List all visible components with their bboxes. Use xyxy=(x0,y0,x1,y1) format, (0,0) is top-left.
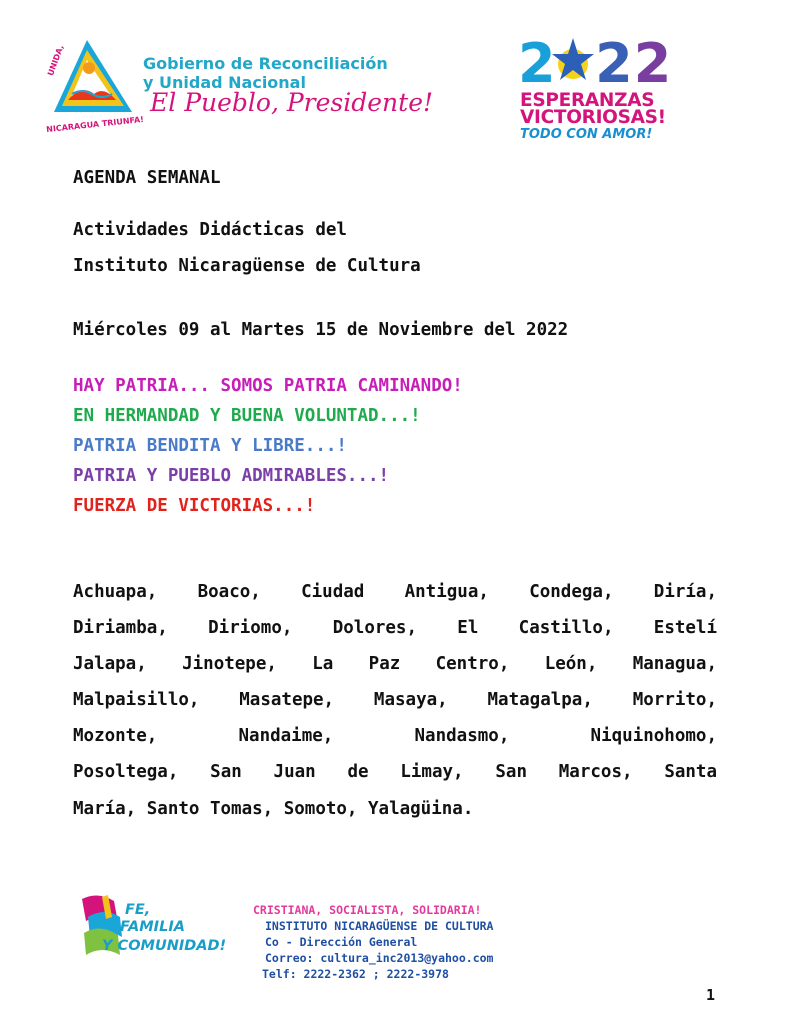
campaign-line1: ESPERANZAS xyxy=(520,90,655,111)
slogan-line: PATRIA BENDITA Y LIBRE...! xyxy=(73,436,347,456)
slogan-line: EN HERMANDAD Y BUENA VOLUNTAD...! xyxy=(73,406,421,426)
paragraph-line: María, Santo Tomas, Somoto, Yalagüina. xyxy=(73,798,474,819)
document-subtitle-line2: Instituto Nicaragüense de Cultura xyxy=(73,256,421,276)
slogan-line: HAY PATRIA... SOMOS PATRIA CAMINANDO! xyxy=(73,376,463,396)
footer-email: Correo: cultura_inc2013@yahoo.com xyxy=(265,951,494,965)
government-logo xyxy=(42,34,442,134)
logo-arc-text: UNIDA, xyxy=(46,43,66,78)
logo-arc-text-bottom: NICARAGUA TRIUNFA! xyxy=(45,114,145,135)
campaign-line3: TODO CON AMOR! xyxy=(520,127,653,142)
footer-office: Co - Dirección General xyxy=(265,935,418,949)
document-subtitle-line1: Actividades Didácticas del xyxy=(73,220,347,240)
paragraph-line: Achuapa, Boaco, Ciudad Antigua, Condega, Diría, xyxy=(73,582,717,602)
year-digit: 2 xyxy=(595,32,634,95)
fe-logo-line: FE, xyxy=(125,902,151,918)
footer-institution: INSTITUTO NICARAGÜENSE DE CULTURA xyxy=(265,919,494,933)
campaign-year xyxy=(518,32,672,95)
campaign-2022-logo xyxy=(518,32,698,148)
paragraph-line: Malpaisillo, Masatepe, Masaya, Matagalpa, Morrito, xyxy=(73,690,717,711)
document-heading: AGENDA SEMANAL xyxy=(73,168,221,188)
page-number: 1 xyxy=(706,986,716,1004)
fe-logo-line: FAMILIA xyxy=(120,919,185,935)
government-name-line1: Gobierno de Reconciliación xyxy=(143,54,388,73)
paragraph-line: Jalapa, Jinotepe, La Paz Centro, León, Managua, xyxy=(73,654,717,675)
paragraph-line: Diriamba, Diriomo, Dolores, El Castillo, Estelí xyxy=(73,618,717,639)
year-digit: 2 xyxy=(633,32,673,95)
slogan-line: FUERZA DE VICTORIAS...! xyxy=(73,496,316,516)
government-name-line2: y Unidad Nacional xyxy=(143,73,306,92)
year-digit: 2 xyxy=(518,32,557,95)
paragraph-line: Mozonte, Nandaime, Nandasmo, Niquinohomo, xyxy=(73,726,717,747)
municipalities-paragraph xyxy=(73,574,717,827)
footer-motto: CRISTIANA, SOCIALISTA, SOLIDARIA! xyxy=(253,903,482,917)
star-icon xyxy=(552,38,594,82)
footer-phone: Telf: 2222-2362 ; 2222-3978 xyxy=(262,967,449,981)
date-range: Miércoles 09 al Martes 15 de Noviembre del 2022 xyxy=(73,320,569,340)
fe-logo-line: Y COMUNIDAD! xyxy=(102,938,227,954)
slogan-line: PATRIA Y PUEBLO ADMIRABLES...! xyxy=(73,466,390,486)
paragraph-line: Posoltega, San Juan de Limay, San Marcos, Santa xyxy=(73,762,717,783)
fe-familia-comunidad-logo xyxy=(78,893,228,965)
campaign-line2: VICTORIOSAS! xyxy=(520,107,666,128)
government-slogan: El Pueblo, Presidente! xyxy=(150,88,434,117)
